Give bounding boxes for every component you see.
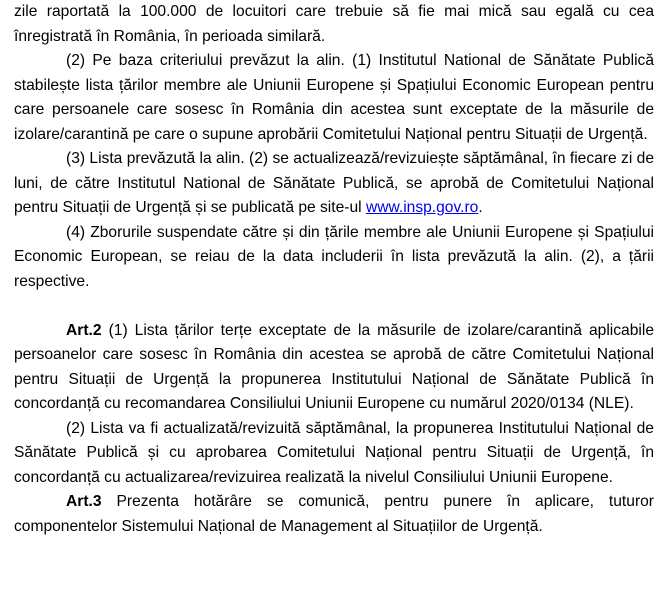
paragraph-intro: zile raportată la 100.000 de locuitori care trebuie să fie mai mică sau egală cu cea înregistrată în România, în perioada similară. <box>14 3 654 45</box>
art3-label: Art.3 <box>66 493 102 510</box>
art2-paragraph-1-text: (1) Lista țărilor terțe exceptate de la măsurile de izolare/carantină aplicabile persoanelor care sosesc în România din acestea se aprobă de către Comitetului Național pentru Situații de Urgență la propunerea Institutului Național de Sănătate Publică în concordanță cu recomandarea Consiliului Uniunii Europene cu numărul 2020/0134 (NLE). <box>14 321 654 412</box>
section-spacer <box>14 294 654 319</box>
art1-paragraph-3-end: . <box>478 199 483 216</box>
art1-paragraph-2: (2) Pe baza criteriului prevăzut la alin. (1) Institutul National de Sănătate Publică stabilește lista țărilor membre ale Uniunii Europene și Spațiului Economic European pentru care persoanele care sosesc în România din acestea sunt exceptate de la măsurile de izolare/carantină pe care o supune aprobării Comitetului Național pentru Situații de Urgență. <box>14 52 654 143</box>
art3-paragraph-1-text: Prezenta hotărâre se comunică, pentru punere în aplicare, tuturor componentelor Sistemului Național de Management al Situațiilor de Urgență. <box>14 493 654 535</box>
document-page <box>14 0 654 539</box>
insp-website-link[interactable]: www.insp.gov.ro <box>365 199 479 216</box>
art2-label: Art.2 <box>66 321 102 339</box>
art2-paragraph-1 <box>14 319 654 417</box>
art1-paragraph-3-text: (3) Lista prevăzută la alin. (2) se actualizează/revizuiește săptămânal, în fiecare zi de luni, de către Institutul National de Sănătate Publică, se aprobă de Comitetului Național pentru Situații de Urgență și se publicată pe site-ul <box>14 150 654 216</box>
art3-paragraph-1 <box>14 490 654 539</box>
art1-paragraph-3 <box>14 147 654 221</box>
art1-paragraph-4: (4) Zborurile suspendate către și din țările membre ale Uniunii Europene și Spațiului Economic European, se reiau de la data includerii în lista prevăzută la alin. (2), a țării respective. <box>14 223 654 290</box>
art2-paragraph-2: (2) Lista va fi actualizată/revizuită săptămânal, la propunerea Institutului Național de Sănătate Publică și cu aprobarea Comitetului Național pentru Situații de Urgență, în concordanță cu actualizarea/revizuirea realizată la nivelul Consiliului Uniunii Europene. <box>14 419 654 486</box>
